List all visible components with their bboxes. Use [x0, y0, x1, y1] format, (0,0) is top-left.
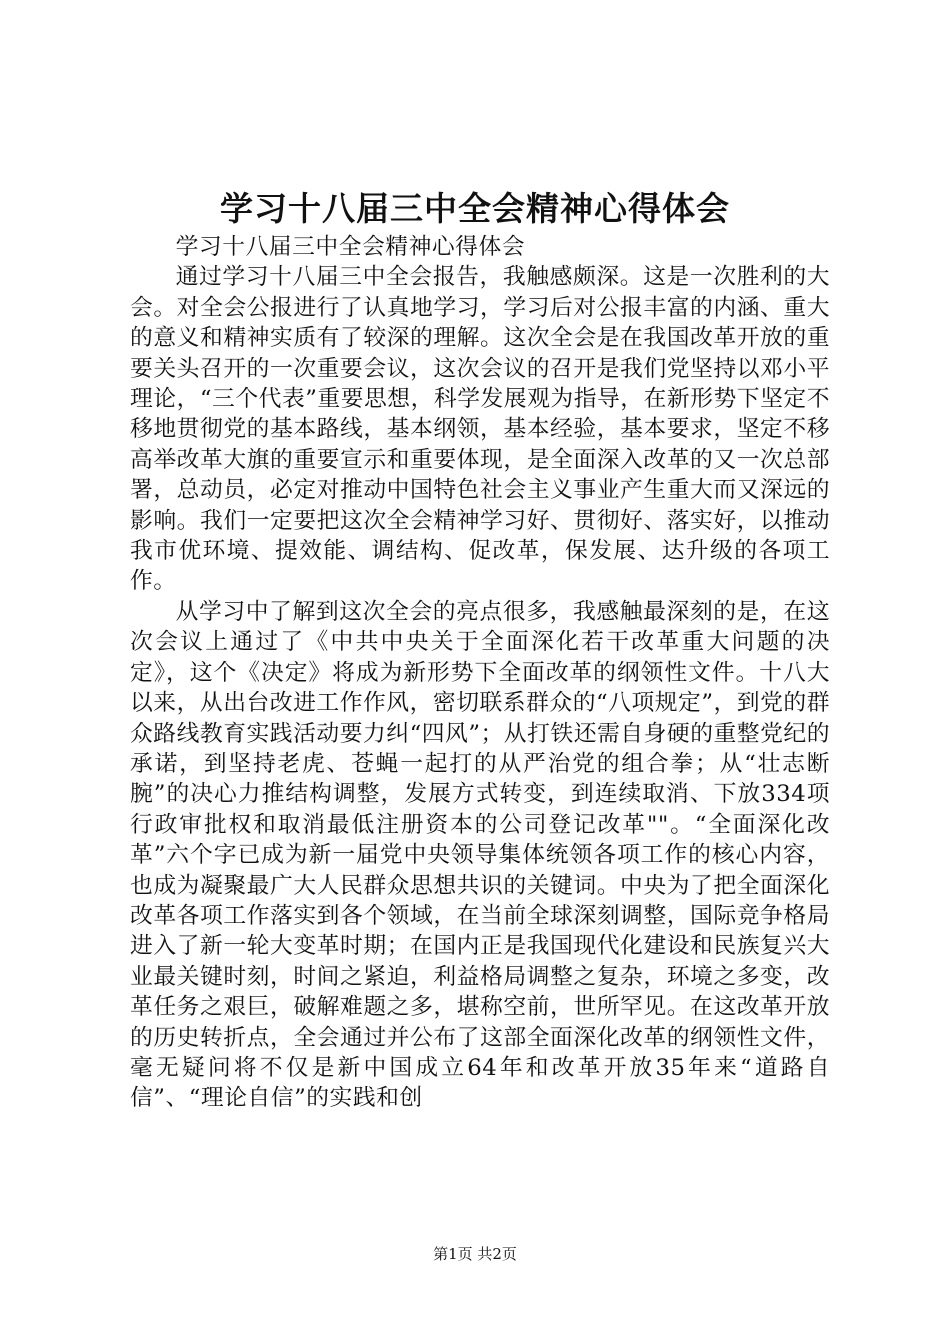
paragraph-1: 通过学习十八届三中全会报告，我触感颇深。这是一次胜利的大会。对全会公报进行了认真地学习，学习后对公报丰富的内涵、重大的意义和精神实质有了较深的理解。这次全会是在我国改革开放的重要关头召开的一次重要会议，这次会议的召开是我们党坚持以邓小平理论，“三个代表”重要思想，科学发展观为指导，在新形势下坚定不移地贯彻党的基本路线，基本纲领，基本经验，基本要求，坚定不移高举改革大旗的重要宣示和重要体现，是全面深入改革的又一次总部署，总动员，必定对推动中国特色社会主义事业产生重大而又深远的影响。我们一定要把这次全会精神学习好、贯彻好、落实好，以推动我市优环境、提效能、调结构、促改革，保发展、达升级的各项工作。 — [130, 264, 830, 595]
page-number: 第1页 共2页 — [433, 1245, 517, 1263]
document-subtitle: 学习十八届三中全会精神心得体会 — [175, 234, 526, 260]
paragraph-2: 从学习中了解到这次全会的亮点很多，我感触最深刻的是，在这次会议上通过了《中共中央关于全面深化若干改革重大问题的决定》，这个《决定》将成为新形势下全面改革的纲领性文件。十八大以来，从出台改进工作作风，密切联系群众的“八项规定”，到党的群众路线教育实践活动要力纠“四风”；从打铁还需自身硬的重整党纪的承诺，到坚持老虎、苍蝇一起打的从严治党的组合拳；从“壮志断腕”的决心力推结构调整，发展方式转变，到连续取消、下放334项行政审批权和取消最低注册资本的公司登记改革""。“全面深化改革”六个字已成为新一届党中央领导集体统领各项工作的核心内容，也成为凝聚最广大人民群众思想共识的关键词。中央为了把全面深化改革各项工作落实到各个领域，在当前全球深刻调整，国际竞争格局进入了新一轮大变革时期；在国内正是我国现代化建设和民族复兴大业最关键时刻，时间之紧迫，利益格局调整之复杂，环境之多变，改革任务之艰巨，破解难题之多，堪称空前，世所罕见。在这改革开放的历史转折点，全会通过并公布了这部全面深化改革的纲领性文件，毫无疑问将不仅是新中国成立64年和改革开放35年来“道路自信”、“理论自信”的实践和创 — [130, 598, 830, 1112]
document-title: 学习十八届三中全会精神心得体会 — [220, 189, 730, 228]
document-body — [130, 232, 830, 1114]
